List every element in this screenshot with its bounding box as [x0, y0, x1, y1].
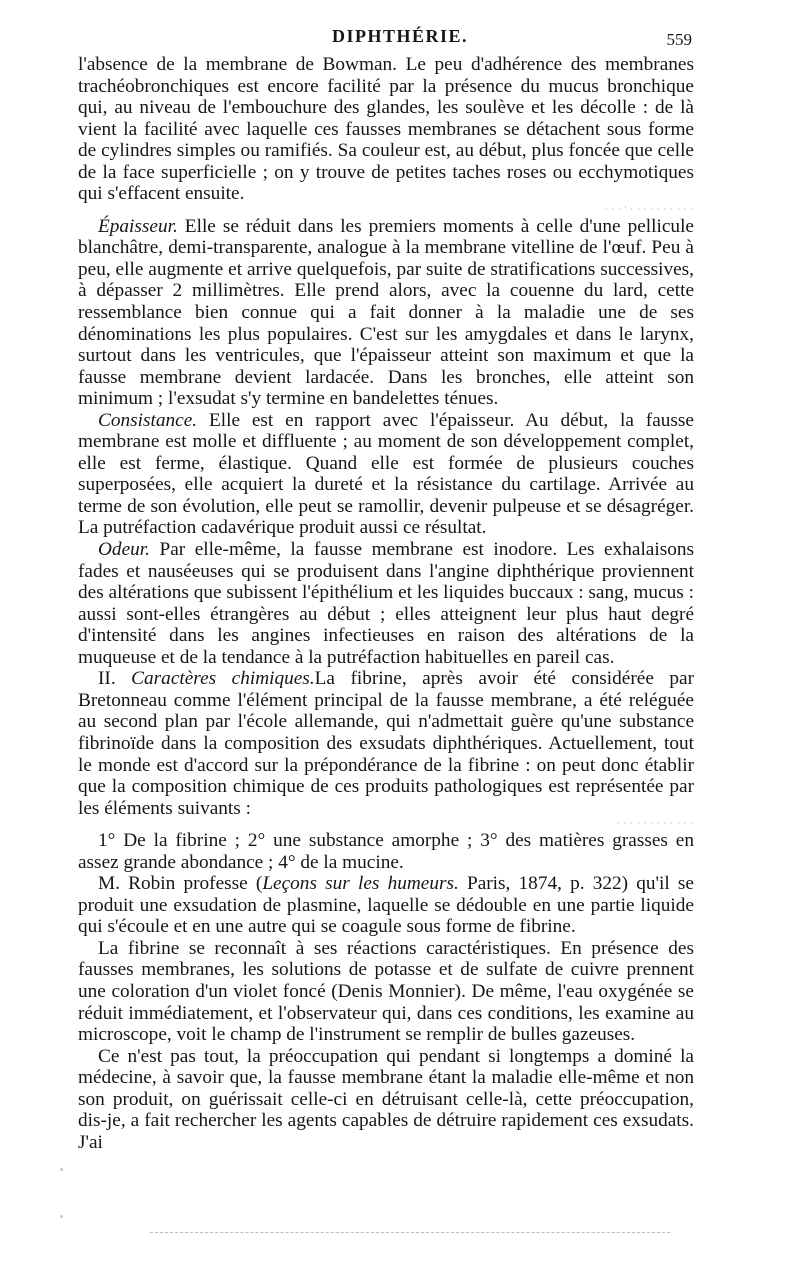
print-smudge: · · · ' · · · · · · · · · · [604, 204, 694, 214]
paragraph-text: Paris, 1874, p. 322) qu'il se produit une exsudation de plasmine, laquelle se dédouble en une partie liquide qui s'écoule et en une autre qui se coagule sous forme de fibrine. [78, 873, 694, 938]
paragraph-caracteres-chimiques [78, 668, 694, 819]
paragraph-text: Elle se réduit dans les premiers moments à celle d'une pellicule blanchâtre, demi-transparente, analogue à la membrane vitelline de l'œuf. Peu à peu, elle augmente et arrive quelquefois, par suite de stratifications successives, à dépasser 2 millimètres. Elle prend alors, avec la couenne du lard, cette ressemblance bien connue qui a fait donner à la maladie une de ses dénominations les plus populaires. C'est sur les amygdales et dans le larynx, surtout dans les ventricules, que l'épaisseur atteint son maximum et que la fausse membrane devient lardacée. Dans les bronches, elle atteint son minimum ; l'exsudat s'y termine en bandelettes ténues. [78, 215, 694, 410]
paragraph-text: La fibrine se reconnaît à ses réactions caractéristiques. En présence des fausses membranes, les solutions de potasse et de sulfate de cuivre prennent une coloration d'un violet foncé (Denis Monnier). De même, l'eau oxygénée se réduit immédiatement, et l'observateur qui, dans ces conditions, les examine au microscope, voit le champ de l'instrument se remplir de bulles gazeuses. [78, 937, 694, 1046]
paragraph-odeur [78, 539, 694, 668]
paragraph-text: Elle est en rapport avec l'épaisseur. Au début, la fausse membrane est molle et diffluente ; au moment de son développement complet, elle est ferme, élastique. Quand elle est formée de plusieurs couches superposées, elle acquiert la dureté et la résistance du cartilage. Arrivée au terme de son évolution, elle peut se ramollir, devenir pulpeuse et se désagréger. La putréfaction cadavérique produit aussi ce résultat. [78, 409, 694, 539]
scan-speck [60, 1215, 63, 1218]
paragraph-text: M. Robin professe ( [98, 873, 263, 895]
section-label-epaisseur: Épaisseur. [98, 215, 178, 237]
paragraph-text: Par elle-même, la fausse membrane est inodore. Les exhalaisons fades et nauséeuses qui se produisent dans l'angine diphthérique proviennent des altérations que subissent l'épithélium et les liquides buccaux : sang, mucus : aussi sont-elles étrangères au début ; elles atteignent leur plus haut degré d'intensité dans les angines infectieuses en raison des altérations de la muqueuse et de la tendance à la putréfaction habituelles en pareil cas. [78, 539, 694, 668]
section-label-consistance: Consistance. [98, 409, 198, 431]
paragraph-text: Ce n'est pas tout, la préoccupation qui pendant si longtemps a dominé la médecine, à savoir que, la fausse membrane étant la maladie elle-même et non son produit, on guérissait celle-ci en détruisant celle-là, cette préoccupation, dis-je, a fait rechercher les agents capables de détruire rapidement ces exsudats. J'ai [78, 1045, 694, 1153]
paragraph-text: 1° De la fibrine ; 2° une substance amorphe ; 3° des matières grasses en assez grande abondance ; 4° de la mucine. [78, 830, 694, 873]
page-number: 559 [666, 30, 692, 49]
paragraph-epaisseur [78, 216, 694, 410]
scan-speck [60, 1168, 63, 1171]
page-header [0, 22, 800, 50]
paragraph-consistance [78, 410, 694, 539]
print-smudge: · · · · · · · · · · · · [617, 819, 694, 829]
paragraph-elements-list [78, 830, 694, 873]
citation-title: Leçons sur les humeurs. [262, 873, 459, 895]
body-text [78, 54, 694, 1153]
bleed-through-line [150, 1232, 670, 1233]
running-title: DIPHTHÉRIE. [331, 26, 469, 46]
section-label-caracteres-chimiques: Caractères chimiques. [131, 668, 315, 690]
paragraph-fibrine-reactions [78, 938, 694, 1046]
section-number: II. [98, 668, 132, 690]
section-label-odeur: Odeur. [98, 539, 150, 561]
paragraph-text: l'absence de la membrane de Bowman. Le peu d'adhérence des membranes trachéobronchiques est encore facilité par la présence du mucus bronchique qui, au niveau de l'embouchure des glandes, les soulève et les décolle : de là vient la facilité avec laquelle ces fausses membranes se détachent sous forme de cylindres simples ou ramifiés. Sa couleur est, au début, plus foncée que celle de la face superficielle ; on y trouve de petites taches roses ou ecchymotiques qui s'effacent ensuite. [78, 54, 694, 205]
paragraph-membrane-adherence [78, 54, 694, 205]
paragraph-preoccupation [78, 1046, 694, 1154]
paragraph-text: La fibrine, après avoir été considérée par Bretonneau comme l'élément principal de la fausse membrane, a été reléguée au second plan par l'école allemande, qui n'admettait guère qu'une substance fibrinoïde dans la composition des exsudats diphthériques. Actuellement, tout le monde est d'accord sur la prépondérance de la fibrine : on peut donc établir que la composition chimique de ces produits pathologiques est représentée par les éléments suivants : [78, 668, 694, 819]
paragraph-robin [78, 873, 694, 938]
